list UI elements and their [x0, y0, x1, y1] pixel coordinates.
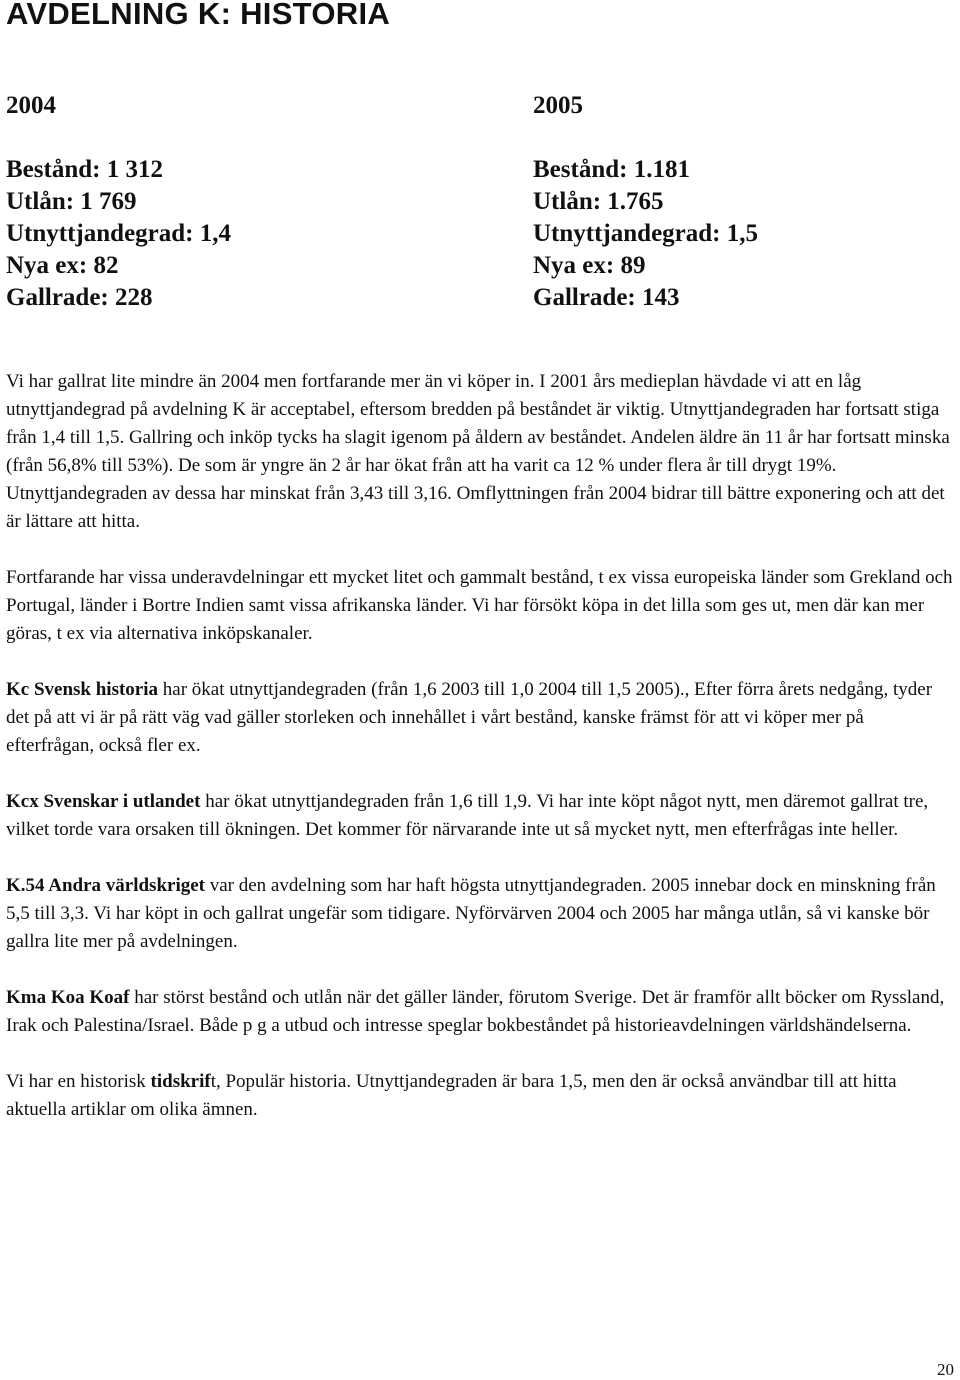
page-number: 20	[937, 1360, 954, 1379]
stat-bestand: Bestånd: 1.181	[533, 156, 690, 183]
stat-nya-ex: Nya ex: 89	[533, 252, 646, 279]
stats-year: 2004	[6, 92, 56, 119]
stat-bestand: Bestånd: 1 312	[6, 156, 163, 183]
paragraph-tidskrift	[6, 1068, 956, 1124]
paragraph-text: har störst bestånd och utlån när det gäller länder, förutom Sverige. Det är framför allt böcker om Ryssland, Irak och Palestina/Israel. Både p g a utbud och intresse speglar bokbeståndet på historieavdelningen världshändelserna.	[6, 987, 945, 1036]
paragraph-text: har ökat utnyttjandegraden från 1,6 till 1,9. Vi har inte köpt något nytt, men däremot gallrat tre, vilket torde vara orsaken till ökningen. Det kommer för närvarande inte ut så mycket nytt, men efterfrågas inte heller.	[6, 791, 929, 840]
section-heading-kc: Kc Svensk historia	[6, 679, 159, 700]
paragraph-text: Vi har en historisk	[6, 1071, 151, 1092]
stats-column-2004	[6, 90, 231, 314]
section-heading-kcx: Kcx Svenskar i utlandet	[6, 791, 201, 812]
paragraph-text: t, Populär historia. Utnyttjandegraden är bara 1,5, men den är också användbar till att hitta aktuella artiklar om olika ämnen.	[6, 1071, 897, 1120]
section-heading-k54: K.54 Andra världskriget	[6, 875, 205, 896]
paragraph-text: var den avdelning som har haft högsta utnyttjandegraden. 2005 innebar dock en minskning från 5,5 till 3,3. Vi har köpt in och gallrat ungefär som tidigare. Nyförvärven 2004 och 2005 har många utlån, så vi kanske bör gallra lite mer på avdelningen.	[6, 875, 936, 952]
stat-gallrade: Gallrade: 143	[533, 284, 680, 311]
stat-utlan: Utlån: 1.765	[533, 188, 664, 215]
paragraph-kcx	[6, 788, 956, 844]
paragraph-k54	[6, 872, 956, 956]
stat-utlan: Utlån: 1 769	[6, 188, 137, 215]
stat-nya-ex: Nya ex: 82	[6, 252, 119, 279]
paragraph-kc	[6, 676, 956, 760]
body-text	[6, 368, 956, 1152]
paragraph-underavdelningar	[6, 564, 956, 648]
stat-utnyttjandegrad: Utnyttjandegrad: 1,5	[533, 220, 758, 247]
section-heading-kma: Kma Koa Koaf	[6, 987, 130, 1008]
stat-utnyttjandegrad: Utnyttjandegrad: 1,4	[6, 220, 231, 247]
paragraph-text: Vi har gallrat lite mindre än 2004 men fortfarande mer än vi köper in. I 2001 års medieplan hävdade vi att en låg utnyttjandegrad på avdelning K är acceptabel, eftersom bredden på beståndet är viktig. Utnyttjandegraden har fortsatt stiga från 1,4 till 1,5. Gallring och inköp tycks ha slagit igenom på åldern av beståndet. Andelen äldre än 11 år har fortsatt minska (från 56,8% till 53%). De som är yngre än 2 år har ökat från att ha varit ca 12 % under flera år till drygt 19%. Utnyttjandegraden av dessa har minskat från 3,43 till 3,16. Omflyttningen från 2004 bidrar till bättre exponering och att det är lättare att hitta.	[6, 371, 950, 532]
tidskrift-emphasis: tidskrif	[150, 1071, 211, 1092]
paragraph-kma	[6, 984, 956, 1040]
stat-gallrade: Gallrade: 228	[6, 284, 153, 311]
page-title: AVDELNING K: HISTORIA	[6, 0, 391, 31]
paragraph-text: Fortfarande har vissa underavdelningar ett mycket litet och gammalt bestånd, t ex vissa europeiska länder som Grekland och Portugal, länder i Bortre Indien samt vissa afrikanska länder. Vi har försökt köpa in det lilla som ges ut, men där kan mer göras, t ex via alternativa inköpskanaler.	[6, 567, 953, 644]
stats-column-2005	[533, 90, 758, 314]
paragraph-text: har ökat utnyttjandegraden (från 1,6 2003 till 1,0 2004 till 1,5 2005)., Efter förra årets nedgång, tyder det på att vi är på rätt väg vad gäller storleken och innehållet i vårt bestånd, kanske främst för att vi köper mer på efterfrågan, också fler ex.	[6, 679, 933, 756]
paragraph-summary	[6, 368, 956, 536]
stats-year: 2005	[533, 92, 583, 119]
